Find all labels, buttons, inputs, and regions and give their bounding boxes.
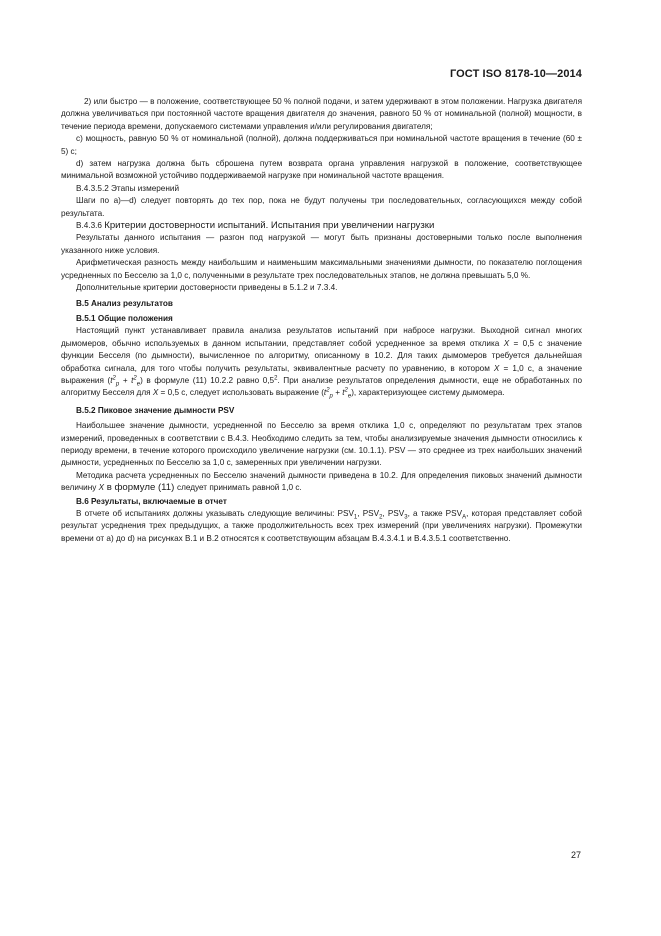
heading-b52: B.5.2 Пиковое значение дымности PSV [76, 405, 235, 415]
paragraph-report-values: В отчете об испытаниях должны указывать следующие величины: $PSV_1$, $PSV_2$, $PSV_3$, а также $PSV_A$, которая представляет собой результат усреднения трех предыдущих, а также продолжительность всех трех измерений (при увеличениях нагрузки). Промежутки времени от a) до d) на рисунках B.1 и B.2 относятся к соответствующим абзацам B.4.3.4.1 и B.4.3.5.1 соответственно. [61, 509, 582, 543]
heading-b436 [61, 220, 582, 232]
paragraph-peak-value: Наибольшее значение дымности, усредненной по Бесселю за время отклика 1,0 с, определяют по результатам трех этапов измерений, проведенных в соответствии с B.4.3. Необходимо следить за тем, чтобы анализируемые значения дымности относились к периоду времени, в течение которого происходило увеличение нагрузки (см. 10.1.1). PSV — это среднее из трех наибольших значений дымности, усредненных по Бесселю за 1,0 с, замеренных при увеличении нагрузки. [61, 421, 582, 468]
paragraph-repeat-steps: Шаги по a)—d) следует повторять до тех пор, пока не будут получены три последовательных, согласующихся между собой результата. [61, 196, 582, 218]
heading-b436-title: Критерии достоверности испытаний. Испытания при увеличении нагрузки [104, 220, 435, 232]
paragraph-step-d: d) затем нагрузка должна быть сброшена путем возврата органа управления нагрузкой в положение, соответствующее минимальной возможной устойчиво поддерживаемой нагрузке при номинальной частоте вращения. [61, 159, 582, 181]
paragraph-step-c: c) мощность, равную 50 % от номинальной (полной), должна поддерживаться при номинальной частоте вращения в течение (60 ± 5) с; [61, 134, 582, 156]
paragraph-analysis-rules: Настоящий пункт устанавливает правила анализа результатов испытаний при набросе нагрузки. Выходной сигнал многих дымомеров, обычно используемых в данном испытании, представляет собой усредненное за время отклика X = 0,5 с значение функции Бесселя (по дымности), вычисленное по алгоритму, описанному в 10.2. Для таких дымомеров требуется дальнейшая обработка сигнала, для того чтобы получить результаты, эквивалентные расчету по уравнению, в котором X = 1,0 с, а значение выражения $(t^2_p + t^2_e)$ в формуле (11) 10.2.2 равно $0,5^2$. При анализе результатов определения дымности, еще не обработанных по алгоритму Бесселя для X = 0,5 с, следует использовать выражение $(t^2_p + t^2_e)$, характеризующее систему дымомера. [61, 326, 582, 400]
paragraph-additional-criteria: Дополнительные критерии достоверности приведены в 5.1.2 и 7.3.4. [76, 283, 338, 293]
paragraph-validity: Результаты данного испытания — разгон под нагрузкой — могут быть признаны достоверными только после выполнения указанного ниже условия. [61, 233, 582, 255]
heading-b6: B.6 Результаты, включаемые в отчет [76, 496, 227, 506]
paragraph-difference: Арифметическая разность между наибольшим и наименьшим максимальными значениями дымности, по показателю поглощения усредненных по Бесселю за 1,0 с, полученными в результате трех последовательных этапов, не должна превышать 5,0 %. [61, 258, 582, 280]
paragraph-calculation-method: Методика расчета усредненных по Бесселю значений дымности приведена в 10.2. Для определения пиковых значений дымности величину X в формуле (11) следует принимать равной 1,0 с. [61, 470, 582, 494]
heading-b436-number: B.4.3.6 [76, 221, 102, 231]
heading-b51: B.5.1 Общие положения [76, 313, 173, 323]
document-body [61, 96, 582, 545]
standard-header: ГОСТ ISO 8178-10—2014 [449, 68, 582, 80]
heading-b5: B.5 Анализ результатов [76, 298, 173, 308]
heading-b4352: B.4.3.5.2 Этапы измерений [76, 183, 180, 193]
formula-expression-2: $t^2_p + t^2_e$ [323, 387, 352, 400]
paragraph-step-b: 2) или быстро — в положение, соответствующее 50 % полной подачи, и затем удерживают в этом положении. Нагрузка двигателя должна увеличиваться при постоянной частоте вращения двигателя до значения, равного 50 % от номинальной (полной) мощности, в течение периода времени, допускаемого системами управления и/или регулирования двигателя; [61, 97, 582, 131]
page-number: 27 [571, 850, 582, 860]
formula-expression: $t^2_p + t^2_e$ [110, 375, 141, 388]
